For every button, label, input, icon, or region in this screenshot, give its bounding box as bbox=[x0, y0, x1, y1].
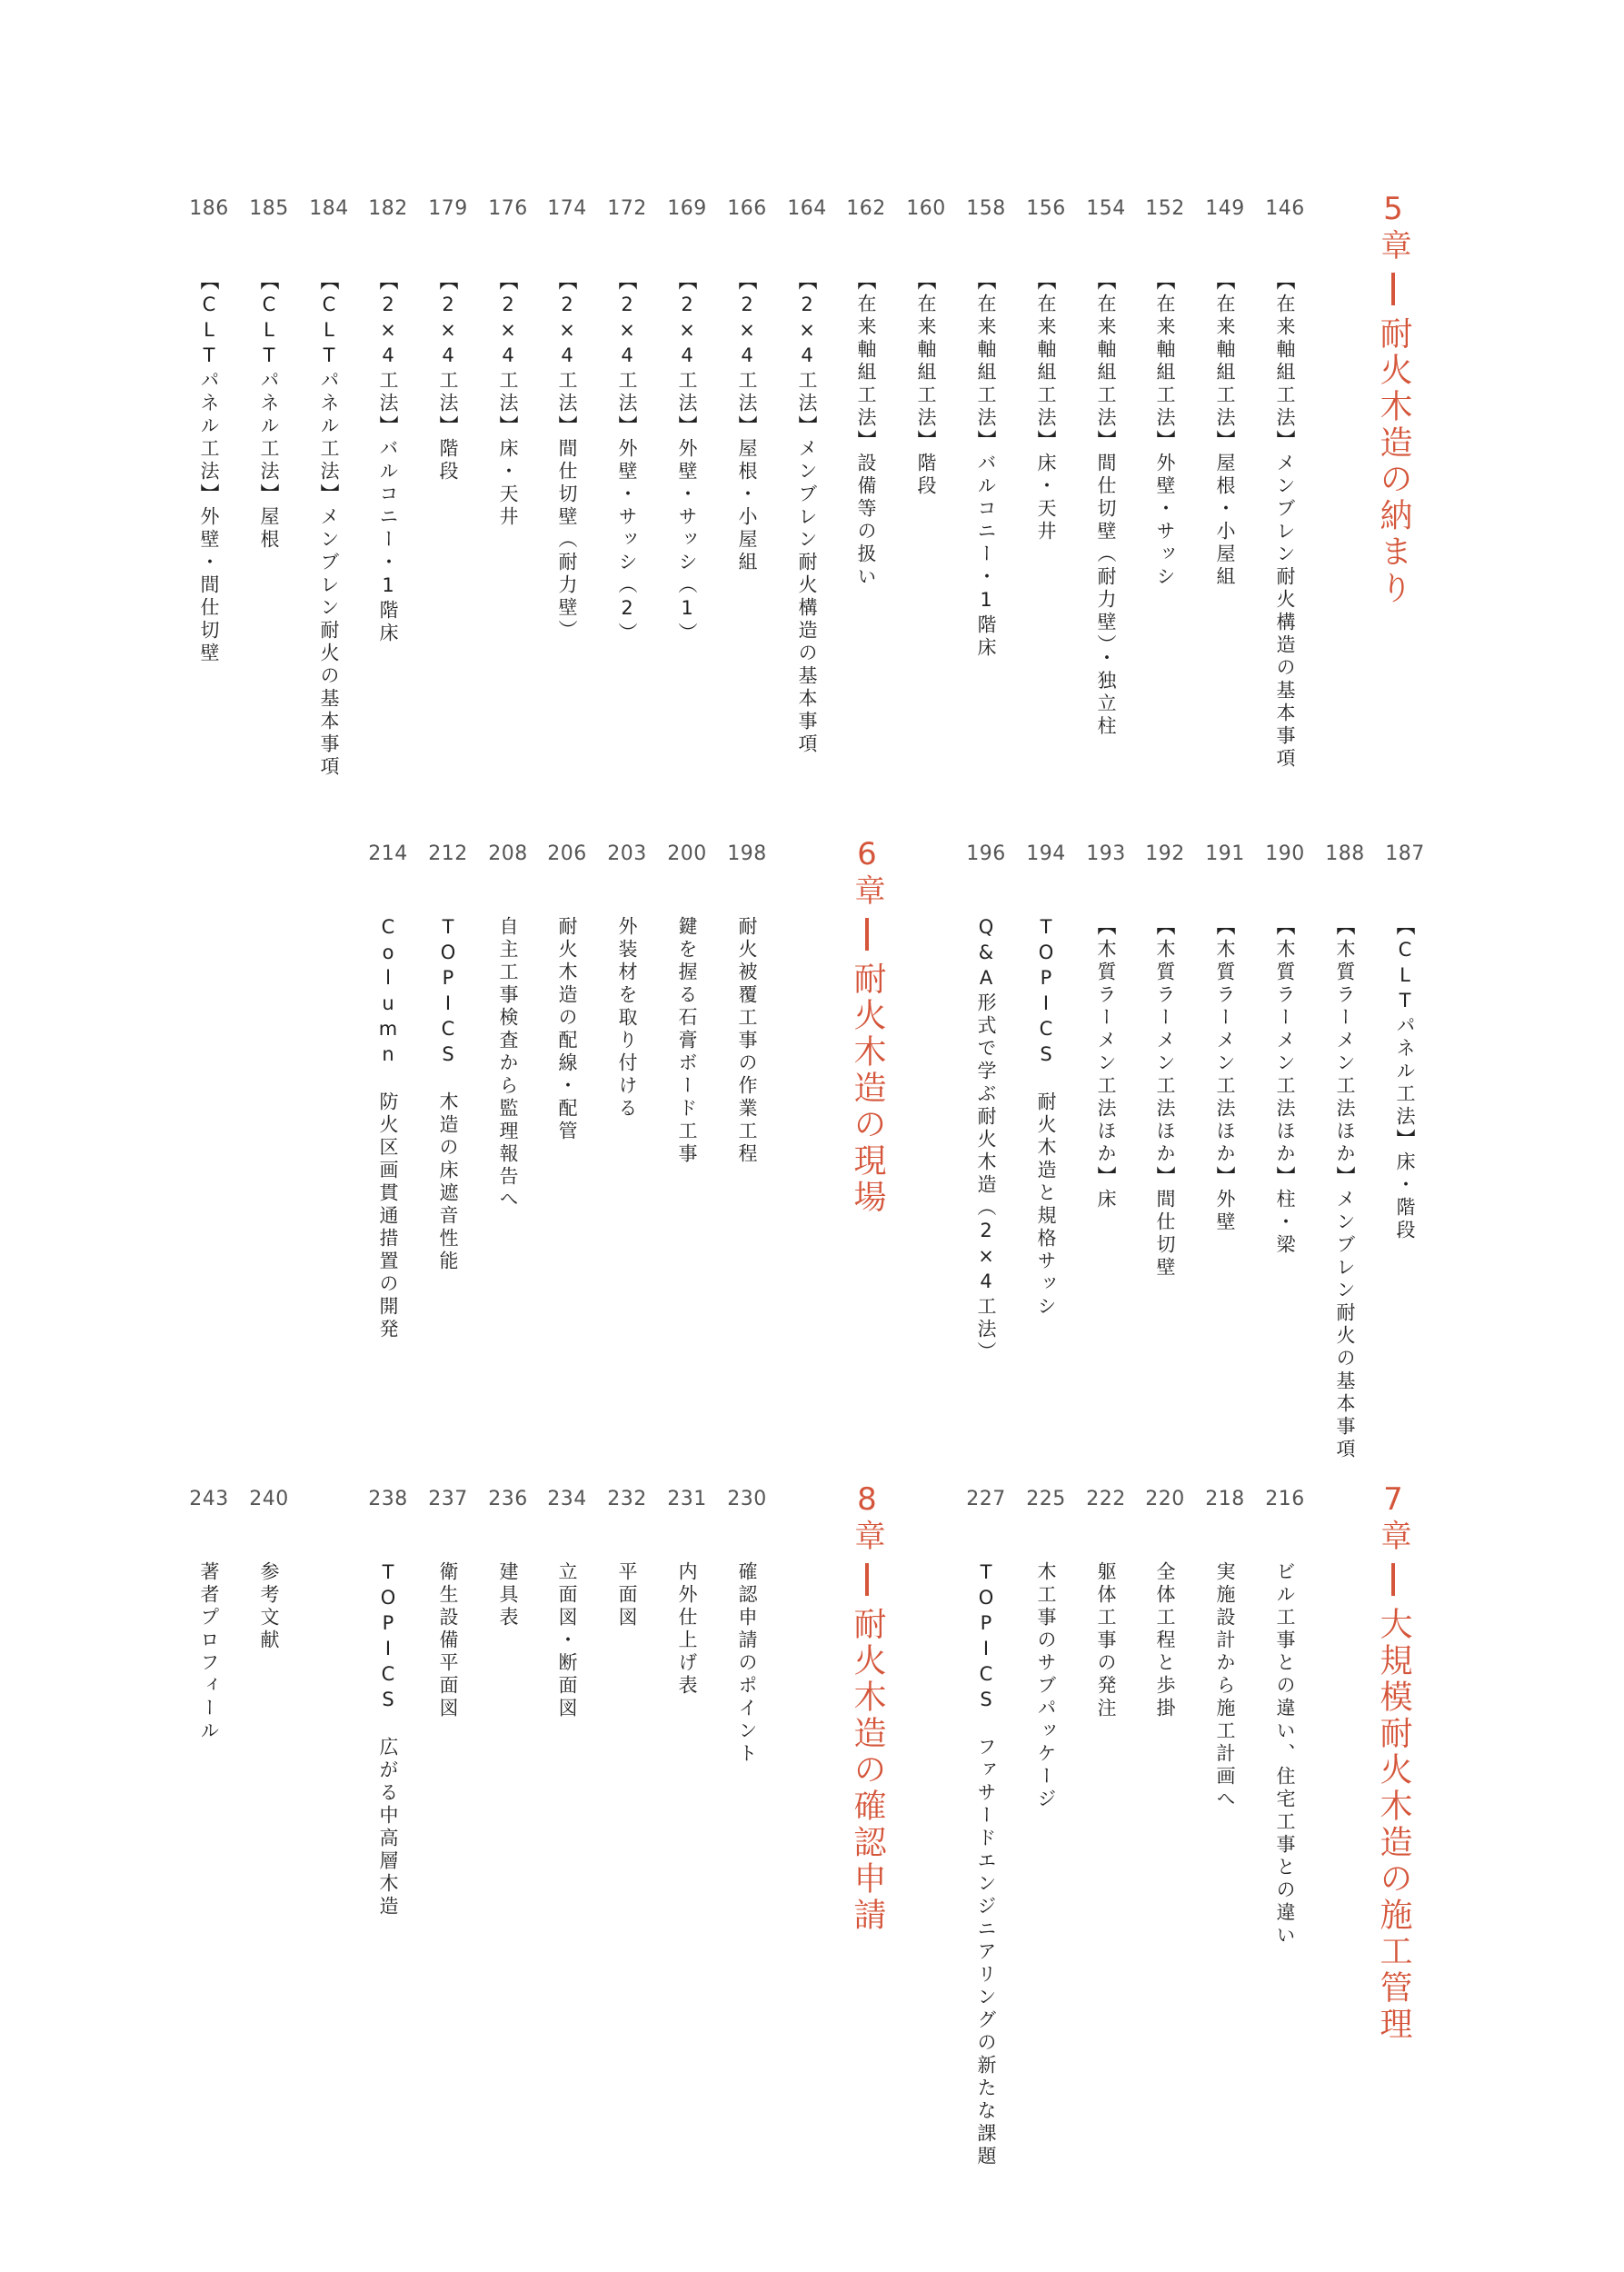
toc-entry[interactable] bbox=[180, 191, 238, 665]
toc-entry[interactable] bbox=[658, 836, 716, 1166]
entry-title: 躯体工事の発注 bbox=[1095, 1561, 1117, 1720]
page-number: 152 bbox=[1145, 197, 1185, 220]
entry-title: 【2×4工法】階段 bbox=[437, 271, 459, 483]
page-number: 182 bbox=[368, 197, 408, 220]
entry-title: 【木質ラーメン工法ほか】外壁 bbox=[1214, 916, 1236, 1234]
page-number: 184 bbox=[309, 197, 349, 220]
chapter-number: 5章 bbox=[1375, 191, 1411, 262]
toc-entry[interactable] bbox=[419, 1481, 477, 1720]
chapter-divider bbox=[865, 1563, 869, 1596]
page-number: 191 bbox=[1205, 842, 1245, 865]
entry-title: 木工事のサブパッケージ bbox=[1035, 1561, 1057, 1811]
entry-title: 【2×4工法】バルコニー・1階床 bbox=[377, 271, 399, 645]
toc-entry[interactable] bbox=[718, 191, 776, 574]
toc-entry[interactable] bbox=[598, 1481, 656, 1629]
page-number: 212 bbox=[428, 842, 468, 865]
chapter-number: 7章 bbox=[1375, 1481, 1411, 1552]
entry-title: 【CLTパネル工法】屋根 bbox=[258, 271, 280, 552]
toc-entry[interactable] bbox=[359, 836, 417, 1341]
entry-title: 【木質ラーメン工法ほか】メンブレン耐火の基本事項 bbox=[1334, 916, 1356, 1461]
entry-title: 外装材を取り付ける bbox=[616, 916, 638, 1121]
entry-title: 【CLTパネル工法】床・階段 bbox=[1394, 916, 1416, 1242]
toc-entry[interactable] bbox=[1256, 191, 1314, 771]
toc-entry[interactable] bbox=[1256, 836, 1314, 1257]
chapter-title: 大規模耐火木造の施工管理 bbox=[1375, 1607, 1412, 2043]
page-number: 220 bbox=[1145, 1488, 1185, 1510]
entry-title: TOPICS 広がる中高層木造 bbox=[377, 1561, 399, 1918]
chapter-divider bbox=[1391, 273, 1395, 305]
toc-entry[interactable] bbox=[837, 191, 895, 589]
page-number: 218 bbox=[1205, 1488, 1245, 1510]
chapter-6-heading bbox=[840, 836, 894, 1216]
toc-entry[interactable] bbox=[957, 836, 1015, 1364]
page-number: 176 bbox=[488, 197, 528, 220]
page-number: 225 bbox=[1026, 1488, 1066, 1510]
entry-title: 参考文献 bbox=[258, 1561, 280, 1652]
toc-entry[interactable] bbox=[658, 1481, 716, 1698]
entry-title: 耐火木造の配線・配管 bbox=[556, 916, 578, 1143]
page-number: 234 bbox=[547, 1488, 587, 1510]
chapter-title: 耐火木造の確認申請 bbox=[849, 1607, 886, 1934]
page-number: 172 bbox=[607, 197, 647, 220]
page-number: 231 bbox=[667, 1488, 707, 1510]
toc-entry-author-profile[interactable] bbox=[180, 1481, 238, 1743]
entry-title: Q&A形式で学ぶ耐火木造（2×4工法） bbox=[975, 916, 997, 1364]
entry-title: ビル工事との違い、住宅工事との違い bbox=[1274, 1561, 1296, 1948]
page-number: 222 bbox=[1086, 1488, 1126, 1510]
entry-title: 自主工事検査から監理報告へ bbox=[497, 916, 519, 1211]
chapter-number: 6章 bbox=[849, 836, 885, 907]
chapter-title: 耐火木造の現場 bbox=[849, 962, 886, 1216]
page-number: 186 bbox=[189, 197, 229, 220]
entry-title: 著者プロフィール bbox=[198, 1561, 220, 1743]
entry-title: 実施設計から施工計画へ bbox=[1214, 1561, 1236, 1811]
entry-title: 【在来軸組工法】屋根・小屋組 bbox=[1214, 271, 1236, 589]
entry-title: 【2×4工法】外壁・サッシ（1） bbox=[676, 271, 698, 645]
entry-title: 【在来軸組工法】間仕切壁（耐力壁）・独立柱 bbox=[1095, 271, 1117, 739]
toc-entry[interactable] bbox=[1196, 836, 1254, 1234]
chapter-5-heading bbox=[1366, 191, 1420, 607]
toc-entry[interactable] bbox=[1376, 836, 1434, 1242]
page-number: 216 bbox=[1265, 1488, 1305, 1510]
entry-title: 平面図 bbox=[616, 1561, 638, 1629]
toc-entry[interactable] bbox=[1077, 191, 1135, 739]
entry-title: 【2×4工法】屋根・小屋組 bbox=[736, 271, 758, 574]
page-number: 200 bbox=[667, 842, 707, 865]
entry-title: TOPICS ファサードエンジニアリングの新たな課題 bbox=[975, 1561, 997, 2168]
toc-entry[interactable] bbox=[538, 836, 596, 1143]
page-number: 232 bbox=[607, 1488, 647, 1510]
toc-entry[interactable] bbox=[1017, 836, 1075, 1319]
toc-entry[interactable] bbox=[538, 1481, 596, 1720]
entry-title: 【在来軸組工法】階段 bbox=[915, 271, 937, 498]
toc-entry[interactable] bbox=[1017, 1481, 1075, 1811]
toc-entry[interactable] bbox=[300, 191, 358, 779]
toc-entry[interactable] bbox=[1077, 1481, 1135, 1720]
toc-entry[interactable] bbox=[419, 836, 477, 1273]
toc-entry[interactable] bbox=[897, 191, 955, 498]
page-number: 196 bbox=[966, 842, 1006, 865]
page-number: 169 bbox=[667, 197, 707, 220]
toc-entry[interactable] bbox=[778, 191, 836, 756]
entry-title: 【在来軸組工法】外壁・サッシ bbox=[1154, 271, 1176, 589]
entry-title: 【2×4工法】間仕切壁（耐力壁） bbox=[556, 271, 578, 643]
page-number: 158 bbox=[966, 197, 1006, 220]
toc-entry[interactable] bbox=[598, 836, 656, 1121]
toc-entry-references[interactable] bbox=[240, 1481, 298, 1652]
entry-title: Column 防火区画貫通措置の開発 bbox=[377, 916, 399, 1341]
page-number: 208 bbox=[488, 842, 528, 865]
toc-entry[interactable] bbox=[479, 191, 537, 529]
page-number: 240 bbox=[249, 1488, 289, 1510]
page-number: 190 bbox=[1265, 842, 1305, 865]
toc-entry[interactable] bbox=[538, 191, 596, 643]
toc-entry[interactable] bbox=[1196, 1481, 1254, 1811]
page-number: 162 bbox=[846, 197, 886, 220]
chapter-7-heading bbox=[1366, 1481, 1420, 2043]
entry-title: 確認申請のポイント bbox=[736, 1561, 758, 1766]
toc-entry[interactable] bbox=[1316, 836, 1374, 1461]
chapter-number: 8章 bbox=[849, 1481, 885, 1552]
page-number: 237 bbox=[428, 1488, 468, 1510]
entry-title: 【2×4工法】床・天井 bbox=[497, 271, 519, 529]
toc-entry[interactable] bbox=[419, 191, 477, 483]
page-number: 160 bbox=[906, 197, 946, 220]
entry-title: 【在来軸組工法】バルコニー・1階床 bbox=[975, 271, 997, 660]
page-number: 236 bbox=[488, 1488, 528, 1510]
chapter-divider bbox=[865, 918, 869, 951]
entry-title: 【在来軸組工法】床・天井 bbox=[1035, 271, 1057, 543]
toc-entry[interactable] bbox=[240, 191, 298, 552]
entry-title: 【2×4工法】メンブレン耐火構造の基本事項 bbox=[796, 271, 818, 756]
toc-entry[interactable] bbox=[1256, 1481, 1314, 1948]
entry-title: 衛生設備平面図 bbox=[437, 1561, 459, 1720]
page-number: 146 bbox=[1265, 197, 1305, 220]
page-number: 238 bbox=[368, 1488, 408, 1510]
entry-title: 建具表 bbox=[497, 1561, 519, 1629]
entry-title: 【2×4工法】外壁・サッシ（2） bbox=[616, 271, 638, 645]
toc-entry[interactable] bbox=[1136, 1481, 1194, 1720]
chapter-7-8-block bbox=[0, 1481, 1624, 2172]
page-number: 203 bbox=[607, 842, 647, 865]
entry-title: 【在来軸組工法】設備等の扱い bbox=[855, 271, 877, 589]
entry-title: 内外仕上げ表 bbox=[676, 1561, 698, 1698]
entry-title: 【在来軸組工法】メンブレン耐火構造の基本事項 bbox=[1274, 271, 1296, 771]
page-number: 193 bbox=[1086, 842, 1126, 865]
chapter-title: 耐火木造の納まり bbox=[1375, 316, 1412, 607]
entry-title: 【木質ラーメン工法ほか】間仕切壁 bbox=[1154, 916, 1176, 1280]
chapter-5-continued-block bbox=[0, 836, 1624, 1461]
entry-title: 全体工程と歩掛 bbox=[1154, 1561, 1176, 1720]
page-number: 214 bbox=[368, 842, 408, 865]
toc-entry[interactable] bbox=[359, 1481, 417, 1918]
toc-entry[interactable] bbox=[718, 836, 776, 1166]
page-number: 179 bbox=[428, 197, 468, 220]
entry-title: 【木質ラーメン工法ほか】床 bbox=[1095, 916, 1117, 1211]
toc-entry[interactable] bbox=[957, 1481, 1015, 2168]
page-number: 230 bbox=[727, 1488, 767, 1510]
entry-title: 【CLTパネル工法】メンブレン耐火の基本事項 bbox=[318, 271, 340, 779]
toc-entry[interactable] bbox=[718, 1481, 776, 1766]
entry-title: 立面図・断面図 bbox=[556, 1561, 578, 1720]
page-number: 164 bbox=[787, 197, 827, 220]
page-number: 243 bbox=[189, 1488, 229, 1510]
entry-title: 鍵を握る石膏ボード工事 bbox=[676, 916, 698, 1166]
page-number: 149 bbox=[1205, 197, 1245, 220]
page-number: 154 bbox=[1086, 197, 1126, 220]
toc-entry[interactable] bbox=[1196, 191, 1254, 589]
page-number: 188 bbox=[1325, 842, 1365, 865]
chapter-5-block bbox=[0, 191, 1624, 779]
page-number: 166 bbox=[727, 197, 767, 220]
entry-title: 耐火被覆工事の作業工程 bbox=[736, 916, 758, 1166]
page-number: 194 bbox=[1026, 842, 1066, 865]
page-number: 198 bbox=[727, 842, 767, 865]
toc-entry[interactable] bbox=[957, 191, 1015, 660]
entry-title: TOPICS 木造の床遮音性能 bbox=[437, 916, 459, 1273]
entry-title: TOPICS 耐火木造と規格サッシ bbox=[1035, 916, 1057, 1319]
toc-entry[interactable] bbox=[1017, 191, 1075, 543]
toc-entry[interactable] bbox=[1136, 191, 1194, 589]
chapter-divider bbox=[1391, 1563, 1395, 1596]
entry-title: 【木質ラーメン工法ほか】柱・梁 bbox=[1274, 916, 1296, 1257]
toc-entry[interactable] bbox=[1077, 836, 1135, 1211]
page-number: 227 bbox=[966, 1488, 1006, 1510]
page-number: 192 bbox=[1145, 842, 1185, 865]
page-number: 206 bbox=[547, 842, 587, 865]
entry-title: 【CLTパネル工法】外壁・間仕切壁 bbox=[198, 271, 220, 665]
toc-entry[interactable] bbox=[359, 191, 417, 645]
page-number: 185 bbox=[249, 197, 289, 220]
page-number: 174 bbox=[547, 197, 587, 220]
toc-entry[interactable] bbox=[658, 191, 716, 645]
toc-entry[interactable] bbox=[1136, 836, 1194, 1280]
toc-entry[interactable] bbox=[479, 1481, 537, 1629]
chapter-8-heading bbox=[840, 1481, 894, 1934]
page-number: 187 bbox=[1385, 842, 1425, 865]
page-number: 156 bbox=[1026, 197, 1066, 220]
toc-entry[interactable] bbox=[598, 191, 656, 645]
toc-entry[interactable] bbox=[479, 836, 537, 1211]
